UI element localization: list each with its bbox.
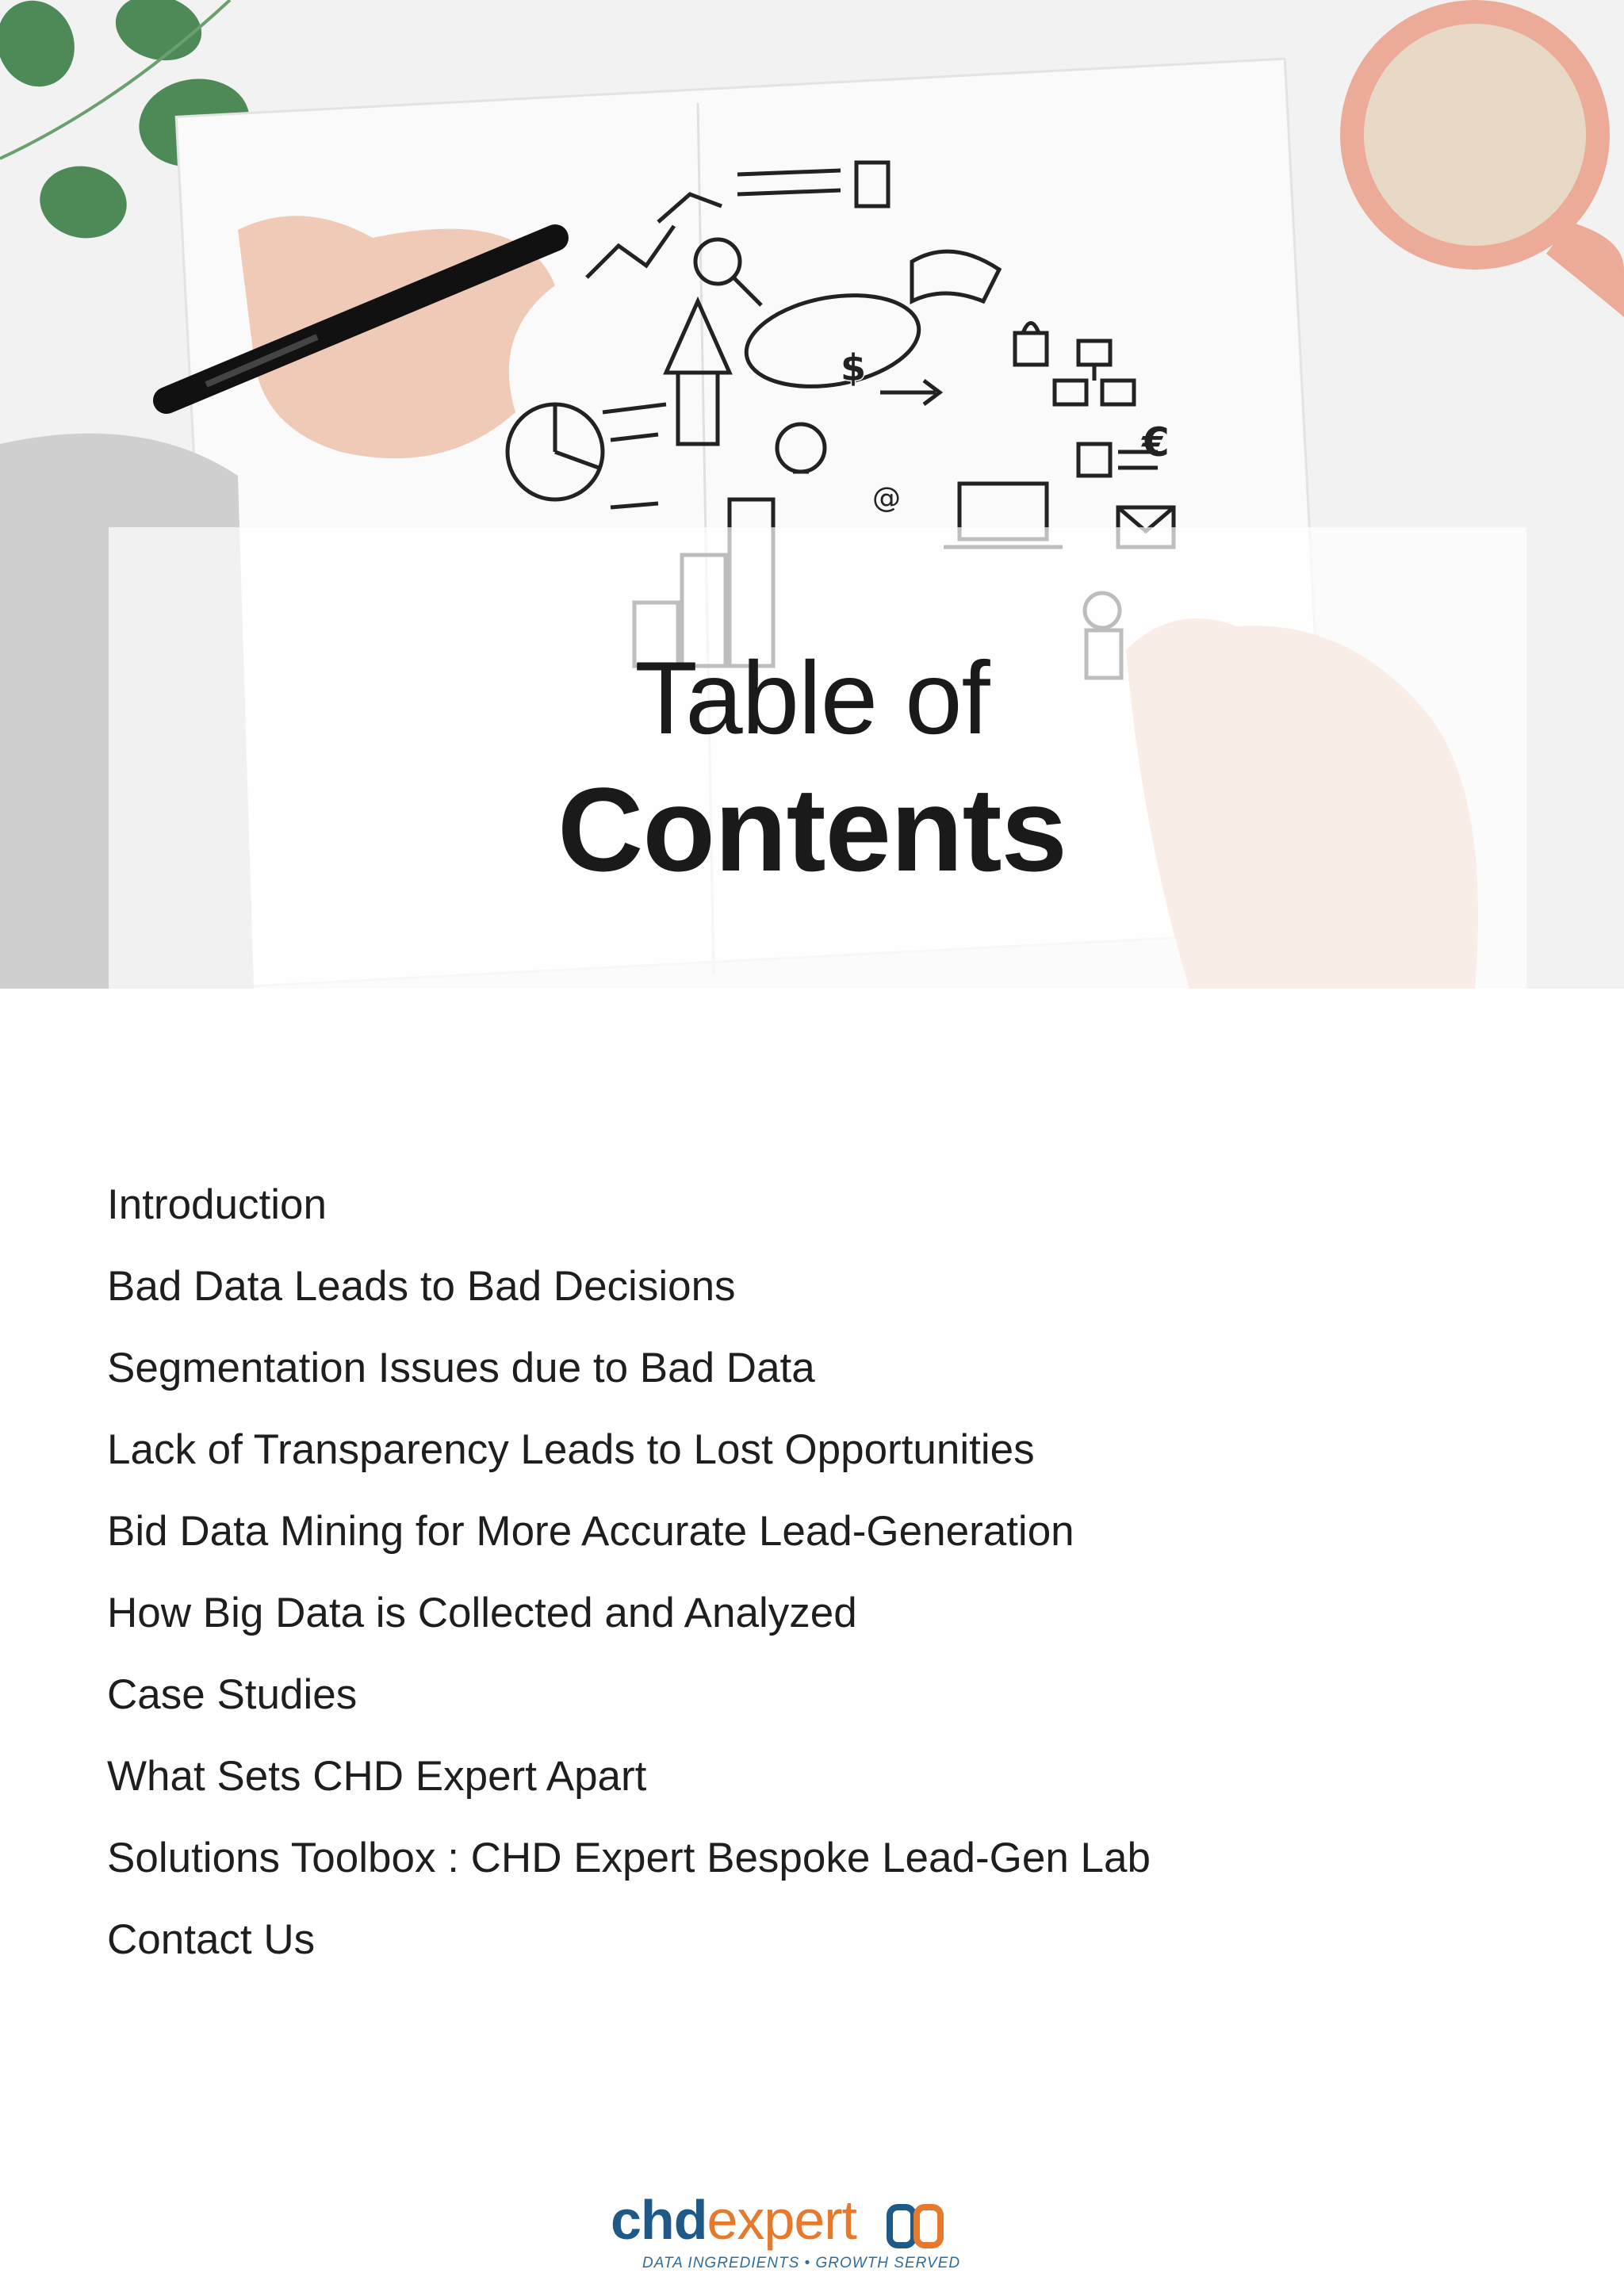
toc-item[interactable]: Bid Data Mining for More Accurate Lead-Generation (107, 1508, 1074, 1555)
logo-chd-text: chd (611, 2189, 707, 2251)
toc-item[interactable]: What Sets CHD Expert Apart (107, 1753, 647, 1800)
toc-item[interactable]: Segmentation Issues due to Bad Data (107, 1345, 815, 1391)
logo-tagline: DATA INGREDIENTS • GROWTH SERVED (642, 2255, 961, 2271)
toc-item[interactable]: Solutions Toolbox : CHD Expert Bespoke Lead-Gen Lab (107, 1835, 1151, 1881)
svg-text:@: @ (872, 482, 901, 515)
page-title-line2: Contents (557, 763, 1067, 896)
logo-expert-text: expert (707, 2189, 857, 2251)
svg-text:$: $ (841, 346, 867, 389)
toc-item[interactable]: Bad Data Leads to Bad Decisions (107, 1263, 736, 1310)
logo-mark-icon (887, 2204, 944, 2248)
toc-item[interactable]: Case Studies (107, 1671, 358, 1718)
toc-item[interactable]: How Big Data is Collected and Analyzed (107, 1590, 857, 1636)
page-title-line1: Table of (634, 640, 990, 756)
toc-item[interactable]: Introduction (107, 1181, 327, 1228)
toc-item[interactable]: Contact Us (107, 1916, 316, 1963)
svg-text:€: € (1142, 419, 1170, 465)
table-of-contents-list (107, 1164, 1151, 1980)
logo-wordmark (611, 2188, 856, 2252)
title-overlay-panel (109, 527, 1526, 989)
toc-item[interactable]: Lack of Transparency Leads to Lost Opportunities (107, 1426, 1035, 1473)
brand-logo (611, 2188, 1055, 2275)
